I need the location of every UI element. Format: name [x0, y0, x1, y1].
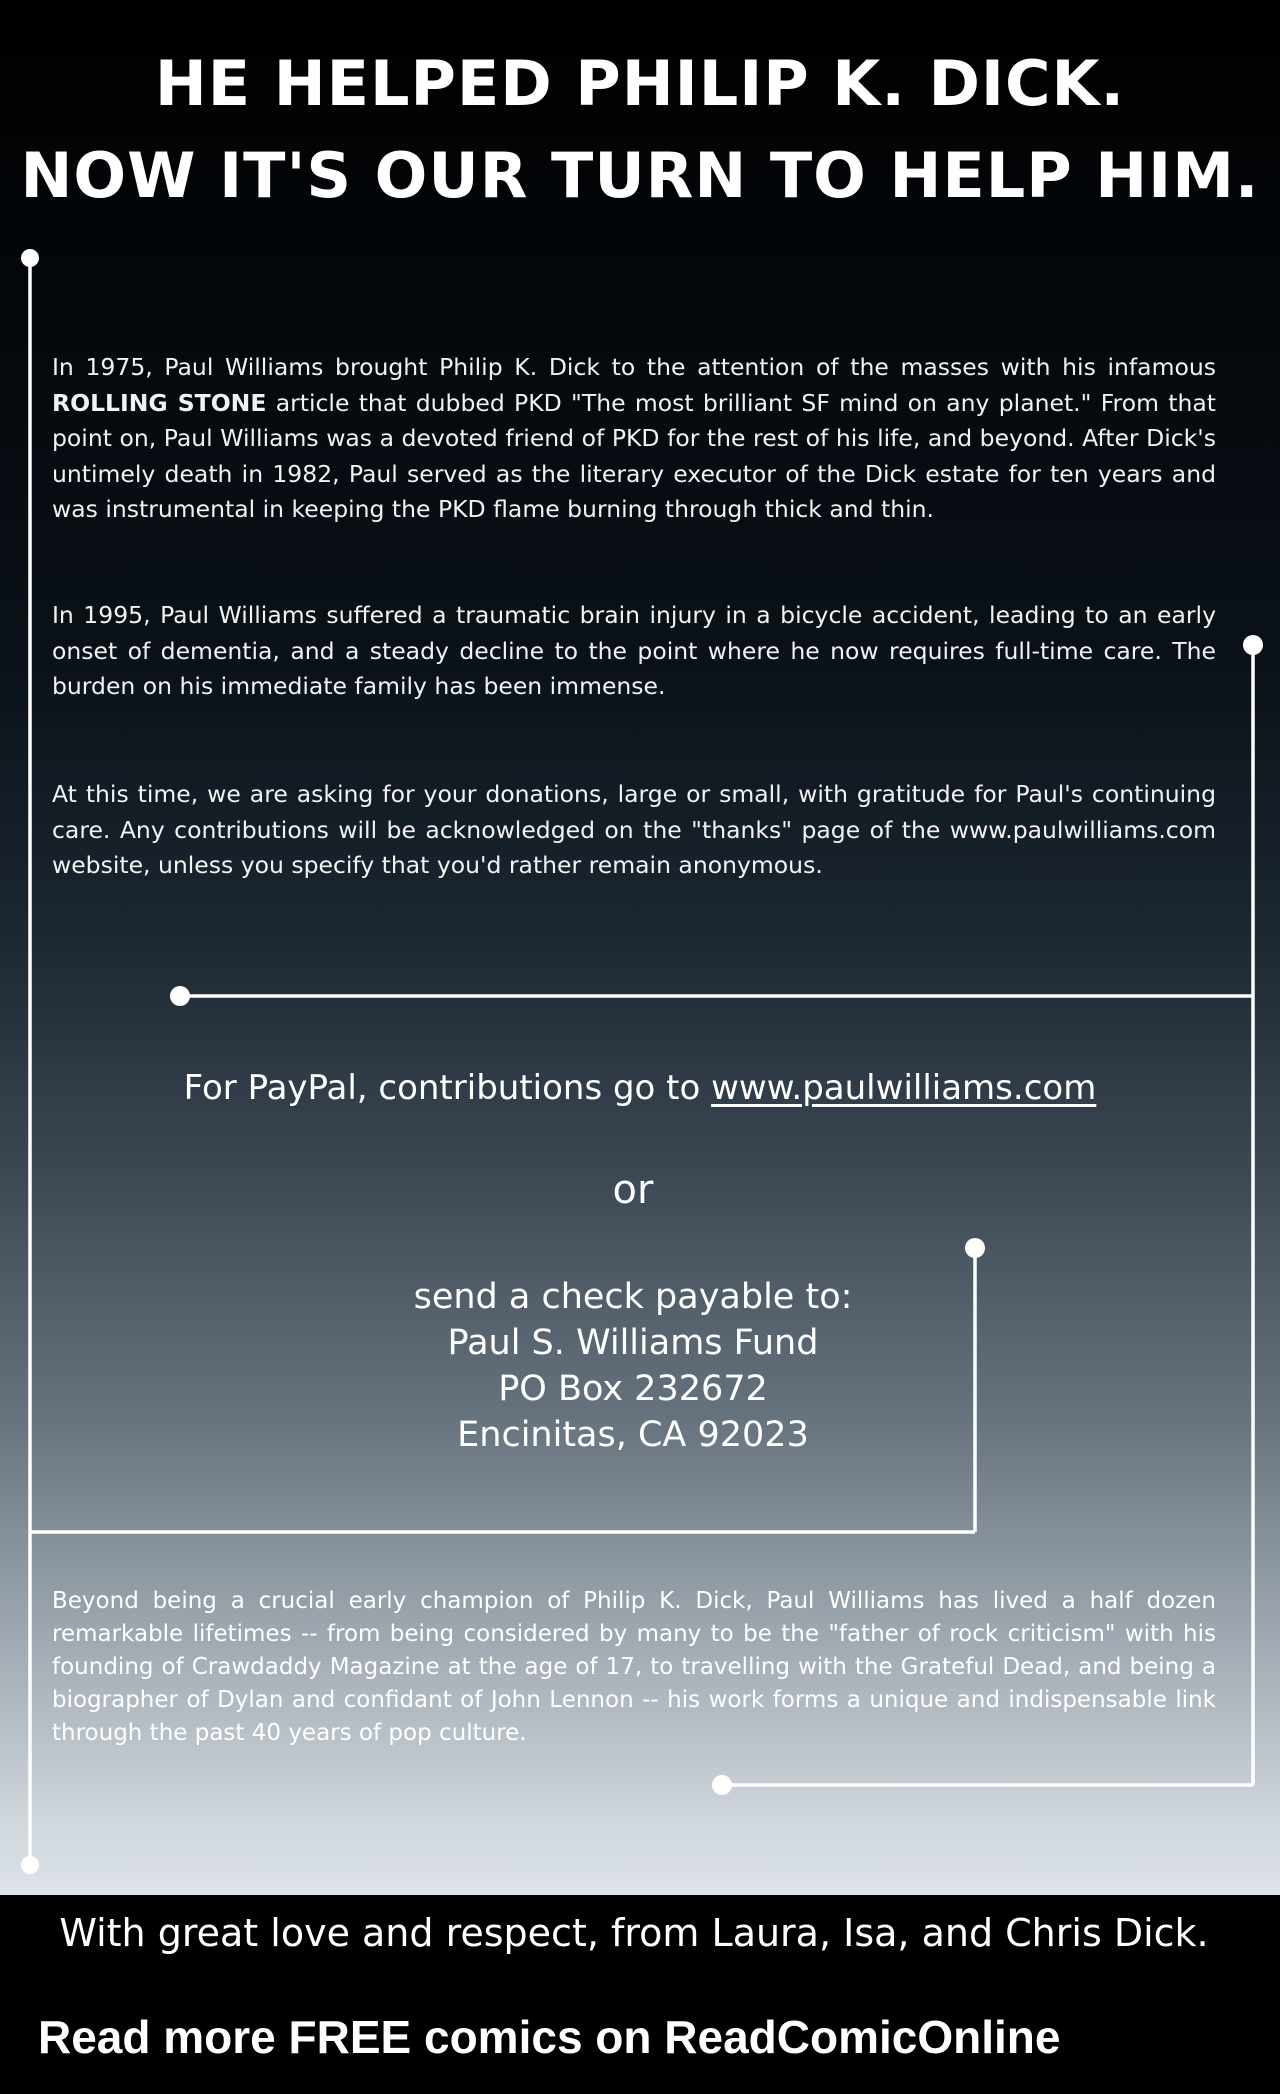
- headline: [0, 38, 1280, 222]
- or-separator: or: [612, 1167, 654, 1213]
- promo-link[interactable]: Read more FREE comics on ReadComicOnline: [38, 2011, 1061, 2063]
- po-box: PO Box 232672: [498, 1369, 768, 1409]
- fund-name: Paul S. Williams Fund: [447, 1323, 819, 1363]
- paypal-text: For PayPal, contributions go to: [183, 1068, 712, 1108]
- rolling-stone-emphasis: ROLLING STONE: [52, 388, 267, 417]
- city-line: Encinitas, CA 92023: [457, 1415, 809, 1455]
- paragraph-legacy: Beyond being a crucial early champion of Philip K. Dick, Paul Williams has lived a half dozen remarkable lifetimes -- from being considered by many to be the "father of rock criticism" with his founding of Crawdaddy Magazine at the age of 17, to travelling with the Grateful Dead, and being a biographer of Dylan and confidant of John Lennon -- his work forms a unique and indispensable link through the past 40 years of pop culture.: [52, 1588, 1216, 1746]
- paragraph-injury: In 1995, Paul Williams suffered a traumatic brain injury in a bicycle accident, leading to an early onset of dementia, and a steady decline to the point where he now requires full-time care. The burden on his immediate family has been immense.: [52, 601, 1216, 700]
- paypal-website-link[interactable]: www.paulwilliams.com: [711, 1068, 1097, 1108]
- headline-line-2: NOW IT'S OUR TURN TO HELP HIM.: [20, 139, 1260, 212]
- check-address: [0, 1274, 1266, 1458]
- paragraph-history: [52, 350, 1216, 528]
- paragraph-history-text-start: In 1975, Paul Williams brought Philip K. Dick to the attention of the masses with his infamous: [52, 353, 1216, 381]
- paypal-line: [0, 1063, 1280, 1113]
- paragraph-history-text-end: article that dubbed PKD "The most brilliant SF mind on any planet." From that point on, Paul Williams was a devoted friend of PKD for the rest of his life, and beyond. After Dick's untimely death in 1982, Paul served as the literary executor of the Dick estate for ten years and was instrumental in keeping the PKD flame burning through thick and thin.: [52, 388, 1216, 523]
- paragraph-donation-request: At this time, we are asking for your donations, large or small, with gratitude for Paul's continuing care. Any contributions will be acknowledged on the "thanks" page of the www.paulwilliams.com website, unless you specify that you'd rather remain anonymous.: [52, 780, 1216, 879]
- signature: With great love and respect, from Laura, Isa, and Chris Dick.: [59, 1911, 1209, 1955]
- headline-line-1: HE HELPED PHILIP K. DICK.: [154, 47, 1126, 120]
- check-label: send a check payable to:: [413, 1277, 853, 1317]
